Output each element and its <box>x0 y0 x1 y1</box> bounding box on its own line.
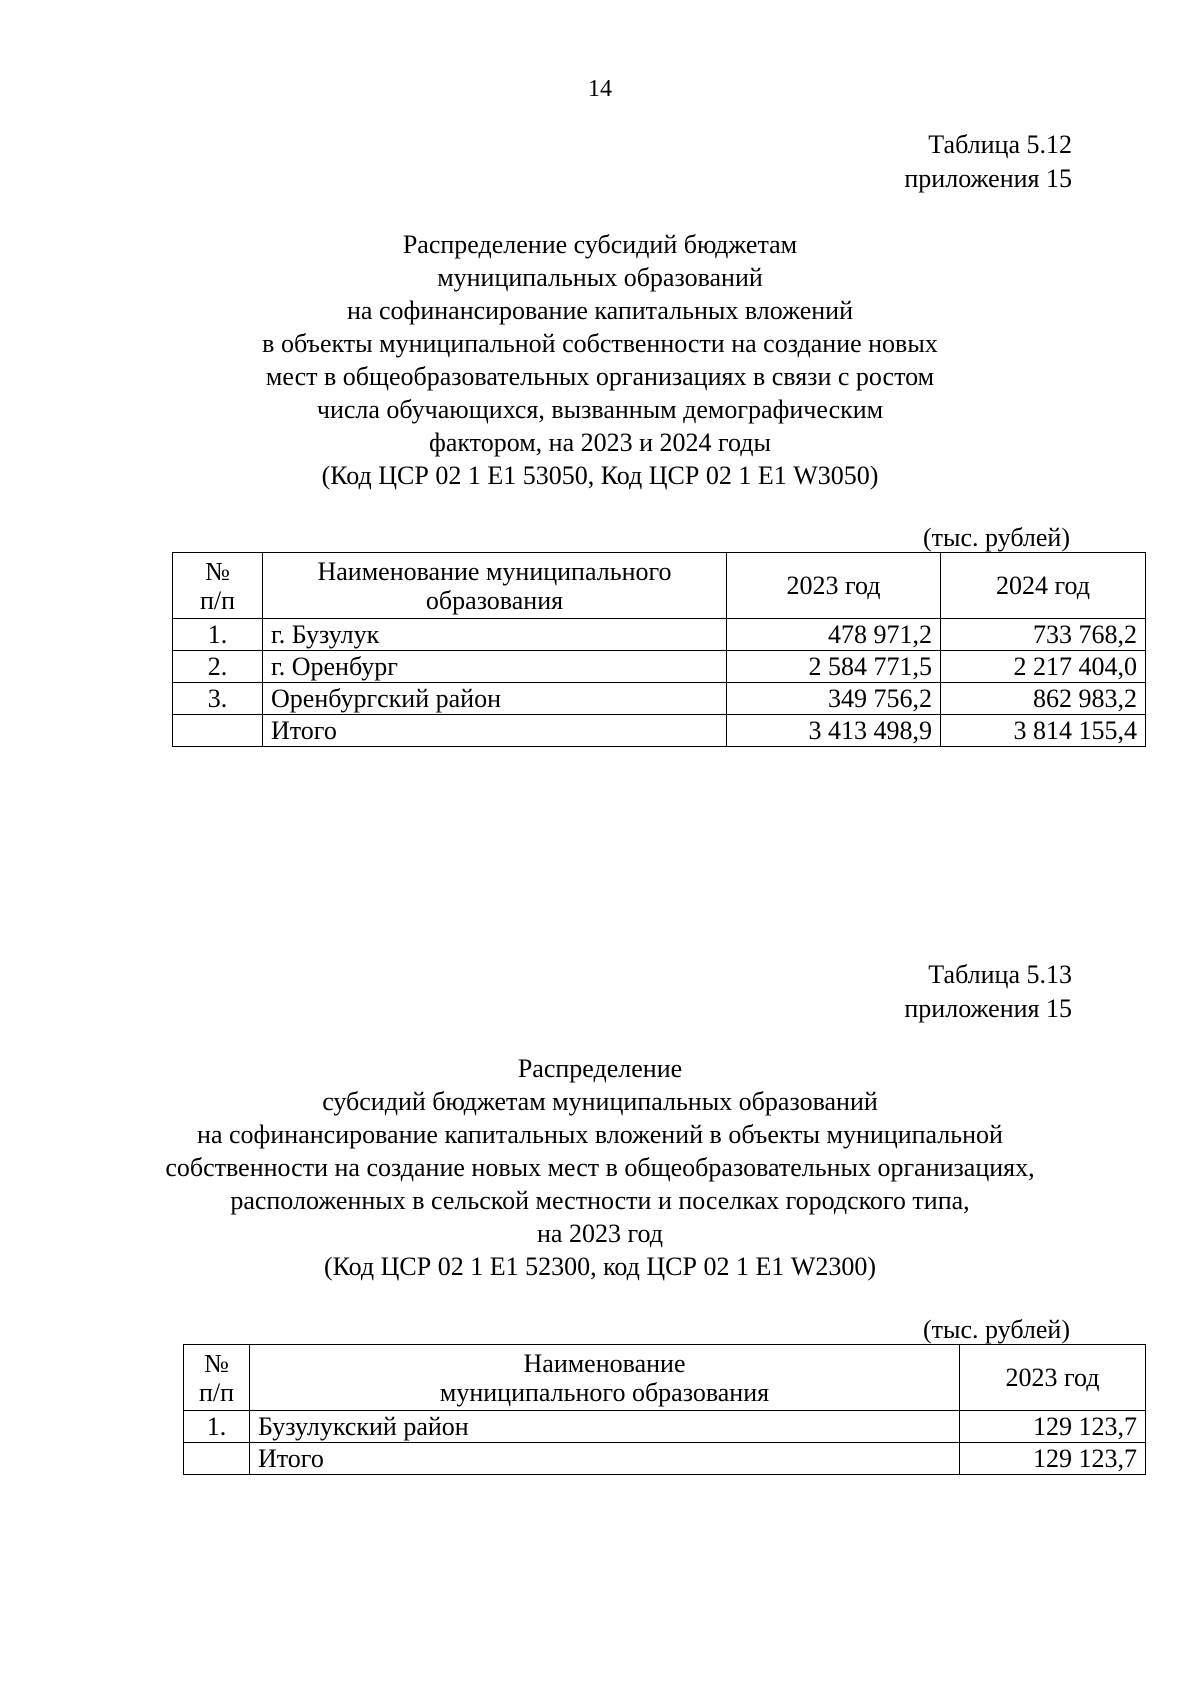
row-name: Бузулукский район <box>250 1411 960 1443</box>
page-number: 14 <box>588 76 612 102</box>
table-total-row <box>184 1443 1146 1475</box>
title-line: мест в общеобразовательных организациях в связи с ростом <box>265 362 935 391</box>
title-line: фактором, на 2023 и 2024 годы <box>429 428 771 457</box>
units-label: (тыс. рублей) <box>922 1315 1070 1344</box>
row-number <box>173 715 263 747</box>
title-line: в объекты муниципальной собственности на создание новых <box>262 329 938 358</box>
table-ref-line: приложения 15 <box>904 164 1072 193</box>
title-line: (Код ЦСР 02 1 Е1 53050, Код ЦСР 02 1 Е1 W3050) <box>321 461 879 490</box>
row-value-2024: 862 983,2 <box>941 683 1146 715</box>
row-value-2024: 733 768,2 <box>941 619 1146 651</box>
title-line: собственности на создание новых мест в общеобразовательных организациях, <box>165 1153 1035 1182</box>
title-line: расположенных в сельской местности и поселках городского типа, <box>230 1186 970 1215</box>
units-label: (тыс. рублей) <box>922 523 1070 552</box>
row-value-2023: 478 971,2 <box>727 619 941 651</box>
table-5-12 <box>172 552 1146 747</box>
row-value-2023: 3 413 498,9 <box>727 715 941 747</box>
row-number: 1. <box>184 1411 250 1443</box>
row-number <box>184 1443 250 1475</box>
header-name: Наименование муниципального образования <box>250 1345 960 1411</box>
table-row <box>184 1411 1146 1443</box>
row-name: г. Оренбург <box>263 651 727 683</box>
table-ref-line: приложения 15 <box>904 994 1072 1023</box>
row-value-2024: 2 217 404,0 <box>941 651 1146 683</box>
header-2023: 2023 год <box>960 1345 1146 1411</box>
row-number: 3. <box>173 683 263 715</box>
title-line: (Код ЦСР 02 1 Е1 52300, код ЦСР 02 1 Е1 W2300) <box>323 1252 877 1281</box>
table-5-12-reference <box>904 128 1072 196</box>
row-name: Оренбургский район <box>263 683 727 715</box>
title-line: Распределение субсидий бюджетам <box>402 230 798 259</box>
row-name: г. Бузулук <box>263 619 727 651</box>
row-number: 2. <box>173 651 263 683</box>
table-5-13-reference <box>904 958 1072 1026</box>
table-ref-line: Таблица 5.12 <box>928 130 1072 159</box>
row-value-2023: 349 756,2 <box>727 683 941 715</box>
table-row <box>173 651 1146 683</box>
row-value-2023: 2 584 771,5 <box>727 651 941 683</box>
row-number: 1. <box>173 619 263 651</box>
header-2024: 2024 год <box>941 553 1146 619</box>
title-line: Распределение <box>517 1054 683 1083</box>
title-line: на софинансирование капитальных вложений в объекты муниципальной <box>197 1120 1003 1149</box>
table-row <box>173 683 1146 715</box>
title-line: субсидий бюджетам муниципальных образований <box>322 1087 878 1116</box>
row-value-2024: 3 814 155,4 <box>941 715 1146 747</box>
table-5-13 <box>183 1344 1146 1475</box>
table-5-12-title <box>0 228 1200 492</box>
header-number: № п/п <box>173 553 263 619</box>
row-value-2023: 129 123,7 <box>960 1443 1146 1475</box>
title-line: числа обучающихся, вызванным демографическим <box>316 395 884 424</box>
table-ref-line: Таблица 5.13 <box>928 960 1072 989</box>
row-value-2023: 129 123,7 <box>960 1411 1146 1443</box>
header-name: Наименование муниципального образования <box>263 553 727 619</box>
row-name: Итого <box>250 1443 960 1475</box>
header-number: № п/п <box>184 1345 250 1411</box>
table-total-row <box>173 715 1146 747</box>
row-name: Итого <box>263 715 727 747</box>
table-row <box>173 619 1146 651</box>
title-line: на 2023 год <box>537 1219 663 1248</box>
table-5-13-title <box>0 1052 1200 1283</box>
title-line: муниципальных образований <box>437 263 763 292</box>
header-2023: 2023 год <box>727 553 941 619</box>
title-line: на софинансирование капитальных вложений <box>346 296 853 325</box>
